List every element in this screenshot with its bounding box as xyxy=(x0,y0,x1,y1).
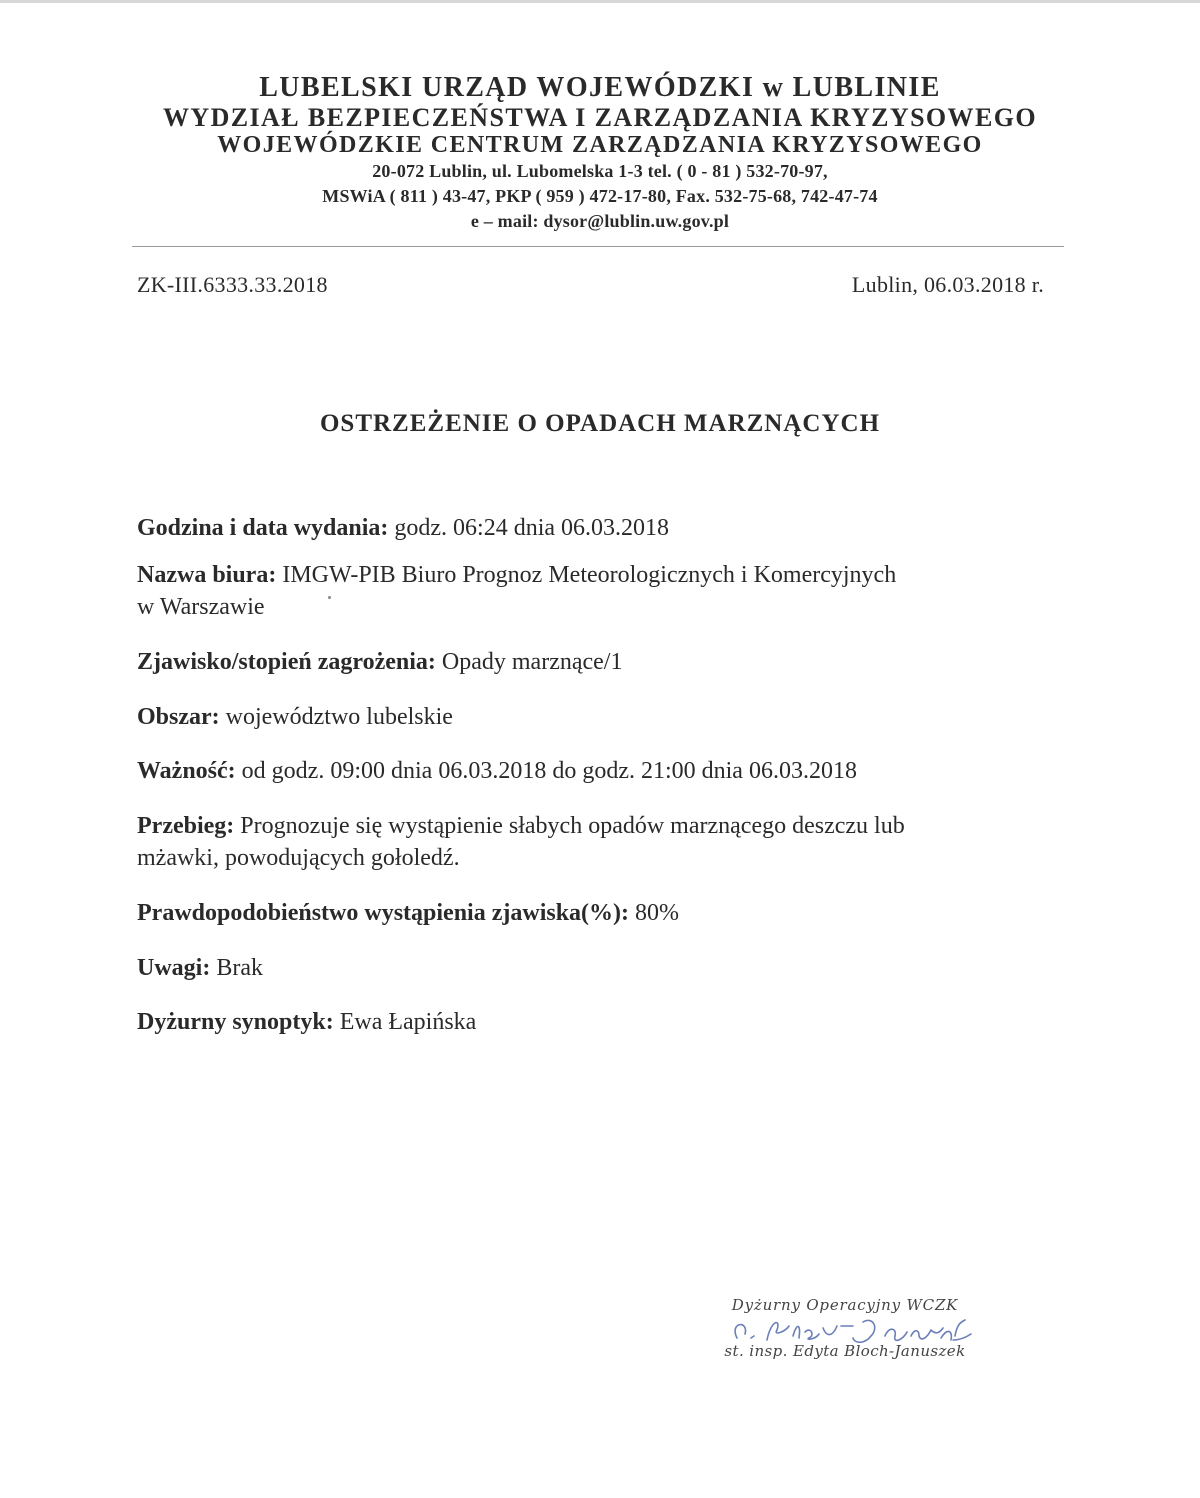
field-label: Uwagi: xyxy=(137,954,211,981)
field-value: Prognozuje się wystąpienie słabych opadów marznącego deszczu lub xyxy=(240,812,905,839)
field-area xyxy=(137,701,1067,734)
address-line-2: MSWiA ( 811 ) 43-47, PKP ( 959 ) 472-17-80, Fax. 532-75-68, 742-47-74 xyxy=(322,186,878,207)
field-office xyxy=(137,559,1067,624)
field-label: Prawdopodobieństwo wystąpienia zjawiska(%): xyxy=(137,900,630,926)
department-name: WYDZIAŁ BEZPIECZEŃSTWA I ZARZĄDZANIA KRYZYSOWEGO xyxy=(163,103,1037,133)
field-value: Opady marznące/1 xyxy=(441,648,623,675)
field-value: Brak xyxy=(216,954,263,981)
field-remarks xyxy=(137,952,1067,985)
field-label: Dyżurny synoptyk: xyxy=(137,1009,334,1036)
field-label: Godzina i data wydania: xyxy=(137,515,389,541)
field-value: Ewa Łapińska xyxy=(339,1009,477,1036)
email-line: e – mail: dysor@lublin.uw.gov.pl xyxy=(470,211,730,231)
office-name: LUBELSKI URZĄD WOJEWÓDZKI w LUBLINIE xyxy=(259,72,941,103)
letterhead xyxy=(130,72,1070,234)
scan-speck xyxy=(328,596,331,599)
field-validity xyxy=(137,755,1067,788)
document-date: Lublin, 06.03.2018 r. xyxy=(851,272,1044,297)
field-value: 80% xyxy=(635,900,680,926)
reference-number: ZK-III.6333.33.2018 xyxy=(137,272,328,297)
field-phenomenon xyxy=(137,646,1067,679)
field-label: Przebieg: xyxy=(137,812,235,839)
warning-fields xyxy=(137,512,1067,1039)
document-title: OSTRZEŻENIE O OPADACH MARZNĄCYCH xyxy=(319,410,881,437)
field-value-continued: w Warszawie xyxy=(137,594,265,621)
field-label: Nazwa biura: xyxy=(137,561,277,588)
field-value: IMGW-PIB Biuro Prognoz Meteorologicznych i Komercyjnych xyxy=(282,561,897,588)
field-value: od godz. 09:00 dnia 06.03.2018 do godz. 21:00 dnia 06.03.2018 xyxy=(241,758,857,785)
field-probability xyxy=(137,897,1067,930)
field-label: Ważność: xyxy=(137,758,236,785)
scan-top-edge xyxy=(0,0,1200,3)
field-issued xyxy=(137,512,1067,545)
signature-stamp xyxy=(695,1296,995,1360)
field-label: Obszar: xyxy=(137,703,220,730)
field-value: godz. 06:24 dnia 06.03.2018 xyxy=(394,515,670,541)
field-value-continued: mżawki, powodujących gołoledź. xyxy=(137,845,460,872)
field-label: Zjawisko/stopień zagrożenia: xyxy=(137,648,436,675)
letterhead-divider xyxy=(132,246,1064,247)
signature-name: st. insp. Edyta Bloch-Januszek xyxy=(724,1342,966,1360)
center-name: WOJEWÓDZKIE CENTRUM ZARZĄDZANIA KRYZYSOWEGO xyxy=(217,132,983,159)
field-forecaster xyxy=(137,1006,1067,1039)
field-value: województwo lubelskie xyxy=(225,703,453,730)
address-line-1: 20-072 Lublin, ul. Lubomelska 1-3 tel. ( 0 - 81 ) 532-70-97, xyxy=(372,161,828,182)
signature-role: Dyżurny Operacyjny WCZK xyxy=(731,1296,959,1314)
field-course xyxy=(137,810,1067,875)
